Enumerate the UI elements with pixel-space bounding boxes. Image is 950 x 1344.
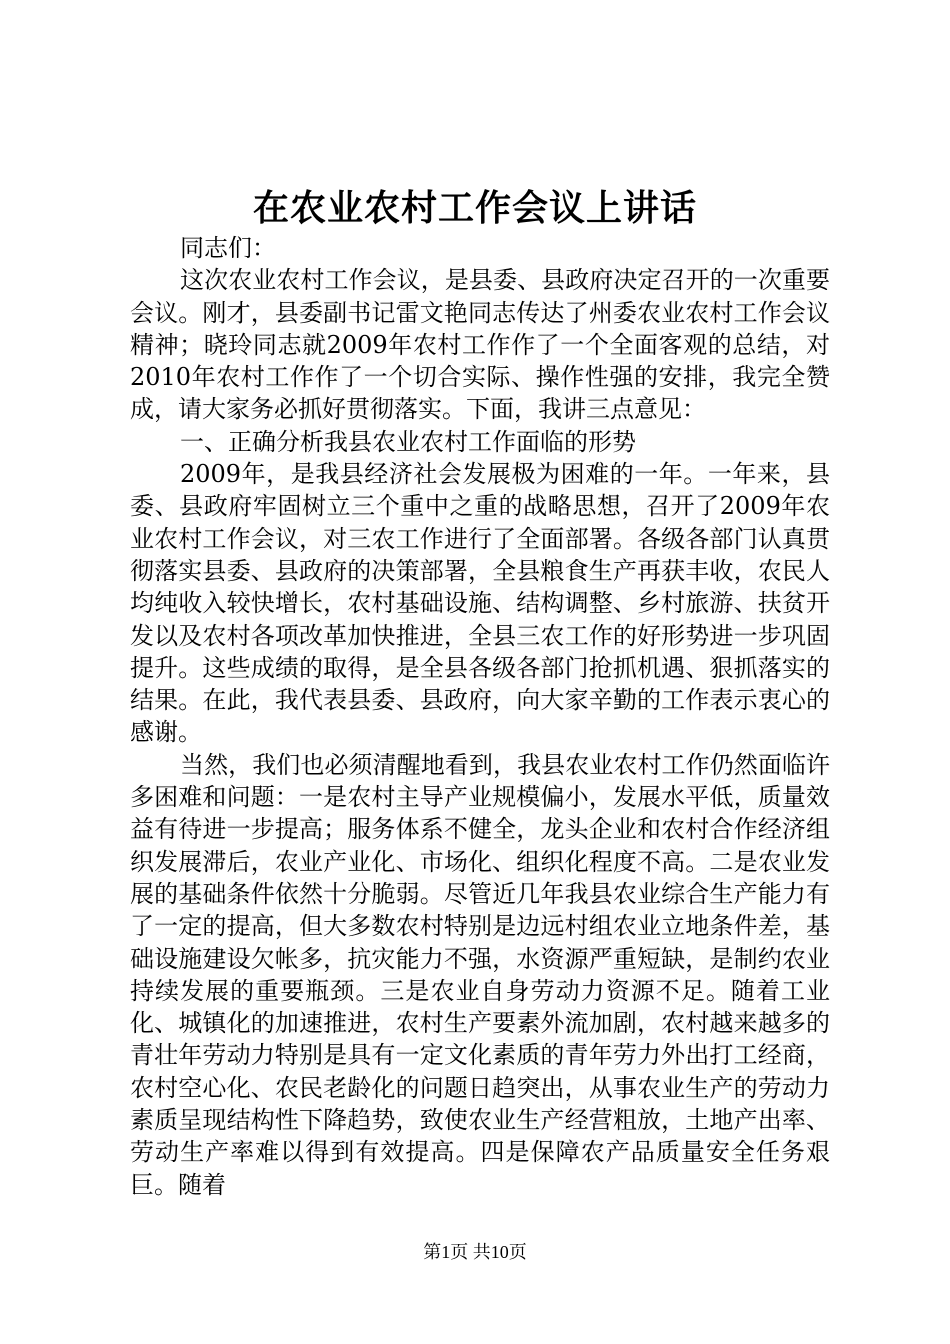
salutation-paragraph: 同志们： <box>180 234 276 262</box>
document-title: 在农业农村工作会议上讲话 <box>252 187 697 229</box>
document-body <box>130 232 830 1201</box>
section-heading: 一、正确分析我县农业农村工作面临的形势 <box>180 427 636 456</box>
intro-paragraph: 这次农业农村工作会议，是县委、县政府决定召开的一次重要会议。刚才，县委副书记雷文艳同志传达了州委农业农村工作会议精神；晓玲同志就2009年农村工作作了一个全面客观的总结，对2010年农村工作作了一个切合实际、操作性强的安排，我完全赞成，请大家务必抓好贯彻落实。下面，我讲三点意见： <box>130 266 830 424</box>
body-paragraph: 当然，我们也必须清醒地看到，我县农业农村工作仍然面临许多困难和问题：一是农村主导产业规模偏小，发展水平低，质量效益有待进一步提高；服务体系不健全，龙头企业和农村合作经济组织发展滞后，农业产业化、市场化、组织化程度不高。二是农业发展的基础条件依然十分脆弱。尽管近几年我县农业综合生产能力有了一定的提高，但大多数农村特别是边远村组农业立地条件差，基础设施建设欠帐多，抗灾能力不强，水资源严重短缺，是制约农业持续发展的重要瓶颈。三是农业自身劳动力资源不足。随着工业化、城镇化的加速推进，农村生产要素外流加剧，农村越来越多的青壮年劳动力特别是具有一定文化素质的青年劳力外出打工经商，农村空心化、农民老龄化的问题日趋突出，从事农业生产的劳动力素质呈现结构性下降趋势，致使农业生产经营粗放，土地产出率、劳动生产率难以得到有效提高。四是保障农产品质量安全任务艰巨。随着 <box>130 750 830 1199</box>
body-paragraph: 2009年，是我县经济社会发展极为困难的一年。一年来，县委、县政府牢固树立三个重中之重的战略思想，召开了2009年农业农村工作会议，对三农工作进行了全面部署。各级各部门认真贯彻落实县委、县政府的决策部署，全县粮食生产再获丰收，农民人均纯收入较快增长，农村基础设施、结构调整、乡村旅游、扶贫开发以及农村各项改革加快推进，全县三农工作的好形势进一步巩固提升。这些成绩的取得，是全县各级各部门抢抓机遇、狠抓落实的结果。在此，我代表县委、县政府，向大家辛勤的工作表示衷心的感谢。 <box>130 460 830 747</box>
page-footer: 第1页 共10页 <box>423 1242 527 1262</box>
